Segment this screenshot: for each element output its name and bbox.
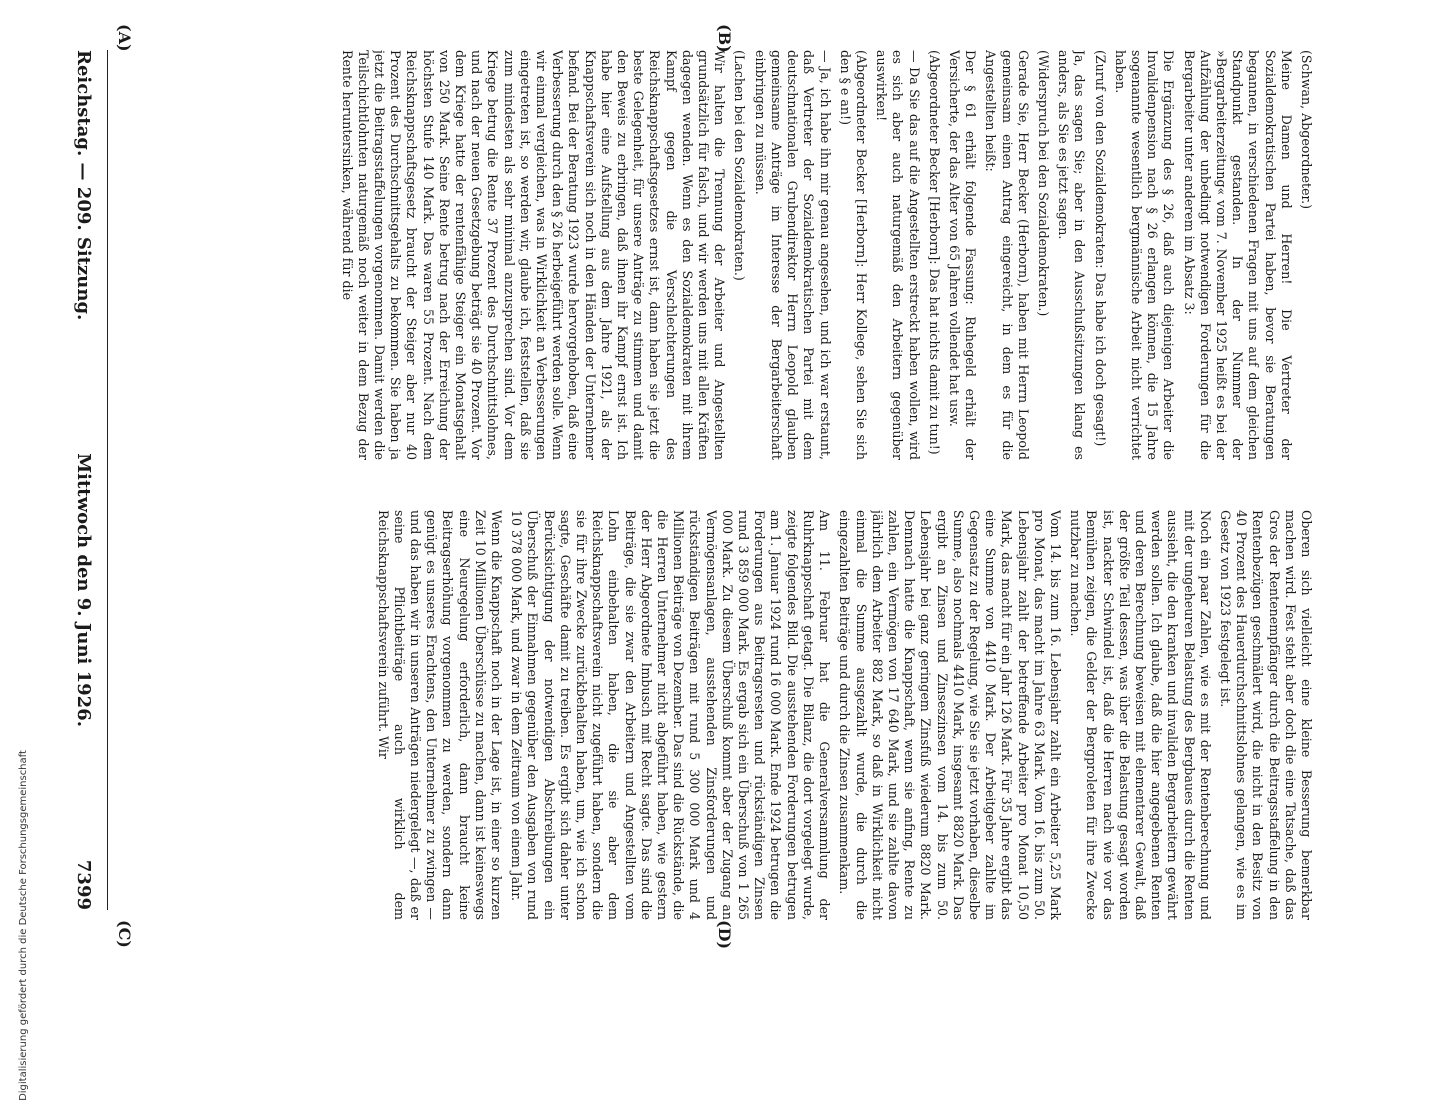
header-session: Reichstag. — 209. Sitzung. bbox=[73, 50, 95, 321]
credit-text: Digitalisierung gefördert durch die Deutsche Forschungsgemeinschaft bbox=[17, 749, 29, 1100]
paragraph: Oberen sich vielleicht eine kleine Besserung bemerkbar machen wird. Fest steht aber doch die eine Tatsache, daß das Gros der Rentenempfänger durch die Beitragsstaffelung in den Rentenbezügen geschmälert wird, die nicht in den Besitz von 40 Prozent des Hauerdurchschnittslohnes gelangen, wie es im Gesetz von 1923 festgelegt ist. bbox=[1217, 510, 1314, 920]
paragraph: (Widerspruch bei den Sozialdemokraten.) bbox=[1035, 50, 1051, 317]
page-number: 7399 bbox=[73, 859, 95, 910]
paragraph: — Ja, ich habe ihn mir genau angesehen, und ich war erstaunt, daß Vertreter der Sozialdemokratischen Partei mit dem deutschnationalen Grubendirektor Herrn Leopold glauben gemeinsame Anträge im Interesse der Bergarbeiterschaft einbringen zu müssen. bbox=[752, 50, 833, 460]
document-page bbox=[0, 10, 1434, 990]
paragraph: Ja, das sagen Sie; aber in den Ausschußsitzungen klang es anders, als Sie es jetzt sagen. bbox=[1056, 50, 1088, 460]
margin-marker-d: (D) bbox=[715, 920, 734, 950]
paragraph: (Abgeordneter Becker [Herborn]: Das hat nichts damit zu tun!) bbox=[926, 50, 942, 455]
page-header bbox=[64, 50, 104, 910]
paragraph: Am 11. Februar hat die Generalversammlung der Ruhrknappschaft getagt. Die Bilanz, die dort vorgelegt wurde, zeigte folgendes Bild. Die ausstehenden Forderungen betrugen am 1. Januar 1924 rund 16 000 Mark. Ende 1924 betrugen die Forderungen aus Beitragsresten und rückständigen Zinsen rund 3 859 000 Mark. Es ergab sich ein Überschuß von 1 265 000 Mark. Zu diesem Überschuß kommt aber der Zugang an Vermögensanlagen, ausstehenden Zinsforderungen und rückständigen Beiträgen mit rund 5 300 000 Mark und 4 Millionen Beiträge von Dezember. Das sind die Rückstände, die die Herren Unternehmer nicht abgeführt haben, wie gestern der Herr Abgeordnete Imbusch mit Recht sagte. Das sind die Beiträge, die sie zwar den Arbeitern und Angestellten vom Lohn einbehalten haben, die sie aber dem Reichsknappschaftsverein nicht zugeführt haben, sondern die sie für ihre Zwecke zurückbehalten haben, um, wie ich schon sagte, Geschäfte damit zu treiben. Es ergibt sich daher unter Berücksichtigung der notwendigen Abschreibungen ein Überschuß der Einnahmen gegenüber den Ausgaben von rund 10 378 000 Mark, und zwar in dem Zeitraum von einem Jahr. bbox=[509, 510, 833, 920]
paragraph: — Da Sie das auf die Angestellten erstreckt haben wollen, wird es sich aber auch naturgemäß den Arbeitern gegenüber auswirken! bbox=[874, 50, 922, 460]
paragraph: (Lachen bei den Sozialdemokraten.) bbox=[732, 50, 748, 281]
paragraph: Gerade Sie, Herr Becker (Herborn), haben mit Herrn Leopold gemeinsam einen Antrag eingereicht, in dem es für die Angestellten heißt: bbox=[983, 50, 1031, 460]
paragraph: Die Ergänzung des § 26, daß auch diejenigen Arbeiter die Invalidenpension nach § 26 erlangen können, die 15 Jahre sogenannte wesentlich bergmännische Arbeit nicht verrichtet haben. bbox=[1112, 50, 1177, 460]
right-column bbox=[114, 510, 1314, 920]
paragraph: Der § 61 erhält folgende Fassung: Ruhegeld erhält der Versicherte, der das Alter von 65 Jahren vollendet hat usw. bbox=[946, 50, 979, 460]
paragraph: (Zuruf von den Sozialdemokraten: Das habe ich doch gesagt!) bbox=[1092, 50, 1108, 447]
header-rule bbox=[107, 50, 108, 910]
paragraph: (Schwan, Abgeordneter.) bbox=[1299, 50, 1314, 210]
paragraph: Noch ein paar Zahlen, wie es mit der Rentenberechnung und mit der ungeheuren Belastung des Bergbaues durch die Renten aussieht, die den kranken und invaliden Bergarbeitern gewährt werden sollen. Ich glaube, daß die hier angegebenen Renten und deren Berechnung beweisen mit elementarer Gewalt, daß der größte Teil dessen, was über die Belastung gesagt worden ist, nackter Schwindel ist, daß die Herren nach wie vor das Bemühen zeigen, die Gelder der Bergproleten für ihre Zwecke nutzbar zu machen. bbox=[1068, 510, 1213, 920]
paragraph: Wenn die Knappschaft noch in der Lage ist, in einer so kurzen Zeit 10 Millionen Überschüsse zu machen, dann ist keineswegs eine Neuregelung erforderlich, dann braucht keine Beitragserhöhung vorgenommen zu werden, sondern dann genügt es unseres Erachtens, den Unternehmer zu zwingen — und das haben wir in unseren Anträgen niedergelegt —, daß er seine Pflichtbeiträge auch wirklich dem Reichsknappschaftsverein zuführt. Wir bbox=[375, 510, 505, 920]
digitization-credit bbox=[8, 749, 38, 1100]
margin-marker-b: (B) bbox=[715, 24, 734, 53]
paragraph: Meine Damen und Herren! Die Vertreter der Sozialdemokratischen Partei haben, bevor sie Beratungen begannen, in verschiedenen Fragen mit uns auf dem gleichen Standpunkt gestanden. In der Nummer der »Bergarbeiterzeitung« vom 7. November 1925 heißt es bei der Aufzählung der unbedingt notwendigen Forderungen für die Bergarbeiter unter anderem im Absatz 3: bbox=[1181, 50, 1294, 460]
paragraph: Vom 14. bis zum 16. Lebensjahr zahlt ein Arbeiter 5,25 Mark pro Monat, das macht im Jahre 63 Mark. Vom 16. bis zum 50. Lebensjahr zahlt der betreffende Arbeiter pro Monat 10,50 Mark, das macht für ein Jahr 126 Mark. Für 35 Jahre ergibt das eine Summe von 4410 Mark. Der Arbeitgeber zahlte im Gegensatz zu der Regelung, wie Sie sie jetzt vorhaben, dieselbe Summe, also nochmals 4410 Mark, insgesamt 8820 Mark. Das ergibt an Zinsen und Zinseszinsen vom 14. bis zum 50. Lebensjahr bei ganz geringem Zinsfuß wiederum 8820 Mark. Demnach hatte die Knappschaft, wenn sie anfing, Rente zu zahlen, ein Vermögen von 17 640 Mark, und sie zahlte davon jährlich dem Arbeiter 882 Mark, so daß in Wirklichkeit nicht einmal die Summe ausgezahlt wurde, die durch die eingezahlten Beiträge und durch die Zinsen zusammenkam. bbox=[837, 510, 1063, 920]
margin-marker-a: (A) bbox=[115, 24, 134, 52]
paragraph: (Abgeordneter Becker [Herborn]: Herr Kollege, sehen Sie sich den § e an!) bbox=[837, 50, 869, 460]
left-column bbox=[114, 50, 1314, 460]
paragraph: Wir halten die Trennung der Arbeiter und Angestellten grundsätzlich für falsch, und wir werden uns mit allen Kräften dagegen wenden. Wenn es den Sozialdemokraten mit ihrem Kampf gegen die Verschlechterungen des Reichsknappschaftsgesetzes ernst ist, dann haben sie jetzt die beste Gelegenheit, für unsere Anträge zu stimmen und damit den Beweis zu erbringen, daß ihnen ihr Kampf ernst ist. Ich habe hier eine Aufstellung aus dem Jahre 1921, als der Knappschaftsverein sich noch in den Händen der Unternehmer befand. Bei der Beratung 1923 wurde hervorgehoben, daß eine Verbesserung durch den § 26 herbeigeführt werden solle. Wenn wir einmal vergleichen, was in Wirklichkeit an Verbesserungen eingetreten ist, so werden wir, glaube ich, feststellen, daß sie zum mindesten als sehr minimal anzusprechen sind. Vor dem Kriege betrug die Rente 37 Prozent des Durchschnittslohnes, und nach der neuen Gesetzgebung beträgt sie 40 Prozent. Vor dem Kriege hatte der rentenfähige Steiger ein Monatsgehalt von 250 Mark. Seine Rente betrug nach der Erreichung der höchsten Stufe 140 Mark. Das waren 55 Prozent. Nach dem Reichsknappschaftsgesetz braucht der Steiger aber nur 40 Prozent des Durchschnittsgehalts zu bekommen. Sie haben ja jetzt die Beitragsstaffelungen vorgenommen. Damit werden die Teilschichtlohnten naturgemäß noch weiter in dem Bezug der Rente heruntersinken, während für die bbox=[339, 50, 728, 460]
header-date: Mittwoch den 9. Juni 1926. bbox=[73, 453, 95, 728]
margin-marker-c: (C) bbox=[115, 920, 134, 948]
